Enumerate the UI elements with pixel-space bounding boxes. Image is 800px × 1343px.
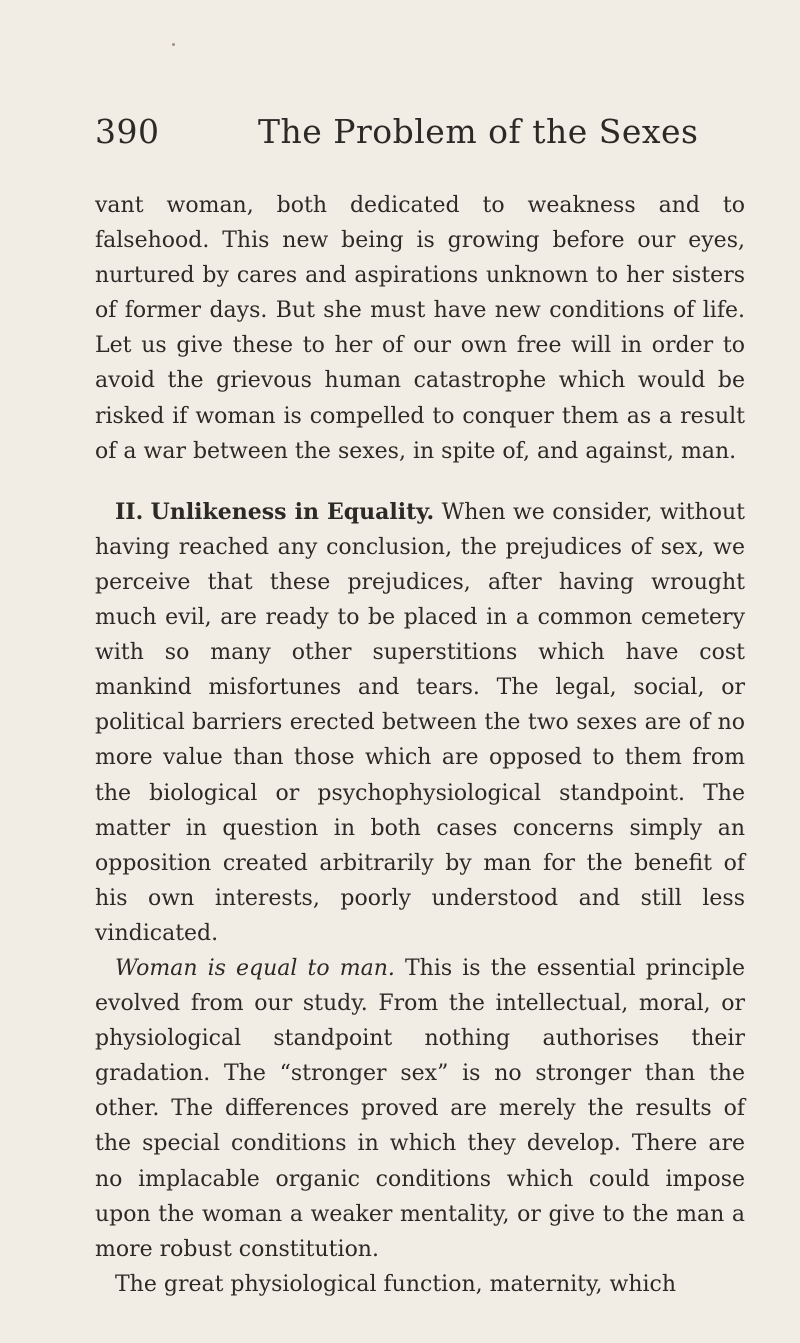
section-number: II. xyxy=(115,498,144,525)
paragraph-text: This is the essential principle evolved from our study. From the intellectual, moral, or physiological standpoint nothing authorises their gradation. The “stronger sex” is no stronger than the other. The differences proved are merely the results of the special conditions in which they develop. There are no implacable organic conditions which could impose upon the woman a weaker mentality, or give to the man a more robust constitution. xyxy=(95,955,745,1262)
page-header xyxy=(95,112,745,164)
section-paragraph xyxy=(95,495,745,951)
page-number: 390 xyxy=(95,112,160,151)
paragraph: The great physiological function, maternity, which xyxy=(115,1271,677,1297)
paper-speck xyxy=(172,43,175,46)
book-page xyxy=(95,112,745,1302)
paragraph-text: When we consider, without having reached any conclusion, the prejudices of sex, we perceive that these prejudices, after having wrought much evil, are ready to be placed in a common cemetery with so many other superstitions which have cost mankind misfortunes and tears. The legal, social, or political barriers erected between the two sexes are of no more value than those which are opposed to them from the biological or psychophysiological standpoint. The matter in question in both cases concerns simply an opposition created arbitrarily by man for the benefit of his own interests, poorly understood and still less vindicated. xyxy=(95,499,745,946)
paragraph xyxy=(95,951,745,1267)
section-title: Unlikeness in Equality. xyxy=(150,498,435,525)
page-body xyxy=(95,188,745,1302)
running-title: The Problem of the Sexes xyxy=(258,112,699,151)
paragraph: vant woman, both dedicated to weakness and to falsehood. This new being is growing before our eyes, nurtured by cares and aspirations unknown to her sisters of former days. But she must have new conditions of life. Let us give these to her of our own free will in order to avoid the grievous human catastrophe which would be risked if woman is compelled to conquer them as a result of a war between the sexes, in spite of, and against, man. xyxy=(95,193,745,464)
italic-lead-sentence: Woman is equal to man. xyxy=(115,955,395,981)
